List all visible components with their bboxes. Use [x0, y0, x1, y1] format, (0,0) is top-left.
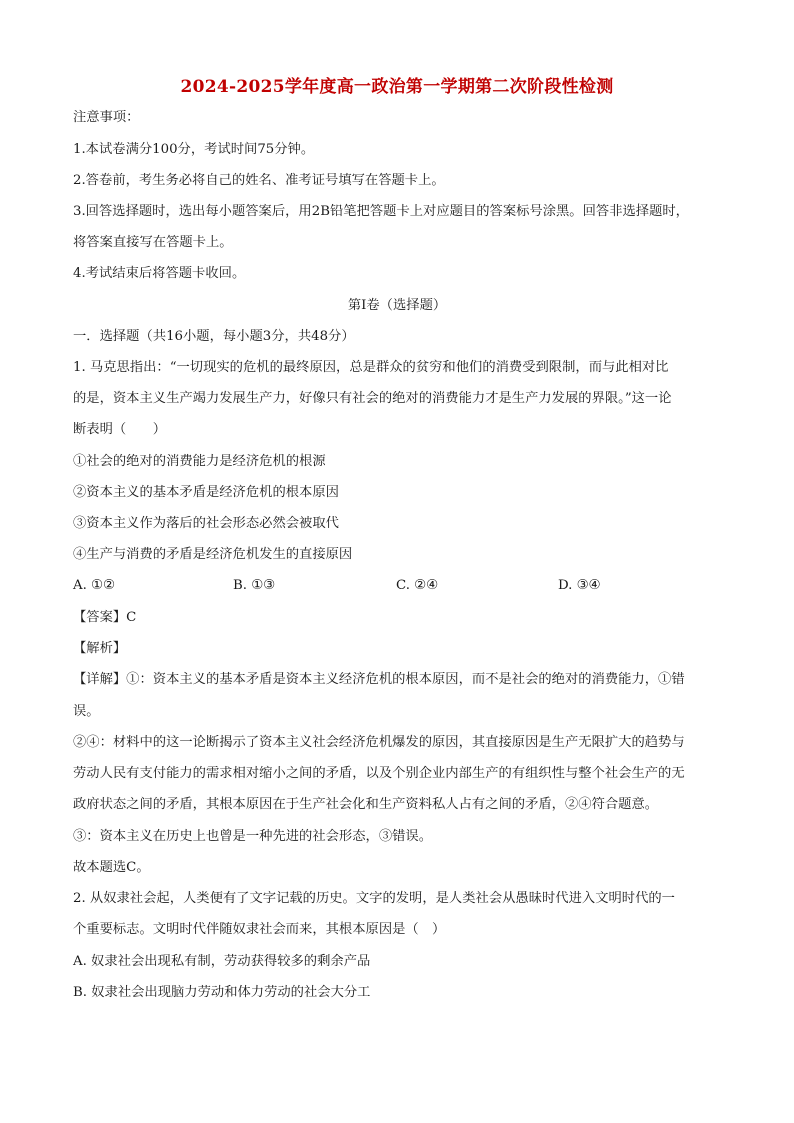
q1-option-d: D. ③④: [558, 578, 601, 593]
q1-statement: ③资本主义作为落后的社会形态必然会被取代: [73, 516, 339, 531]
page-title: 2024-2025学年度高一政治第一学期第二次阶段性检测: [180, 77, 614, 97]
q1-analysis-line: 政府状态之间的矛盾，其根本原因在于生产社会化和生产资料私人占有之间的矛盾，②④符合题意。: [73, 797, 659, 812]
notice-item: 2.答卷前，考生务必将自己的姓名、准考证号填写在答题卡上。: [73, 173, 445, 188]
q2-stem-line: 2. 从奴隶社会起，人类便有了文字记载的历史。文字的发明，是人类社会从愚昧时代进入文明时代的一: [73, 891, 675, 906]
q1-analysis-line: 【详解】①：资本主义的基本矛盾是资本主义经济危机的根本原因，而不是社会的绝对的消费能力，①错: [73, 672, 685, 687]
q2-option-a: A. 奴隶社会出现私有制，劳动获得较多的剩余产品: [73, 954, 371, 969]
q1-option-a: A. ①②: [73, 578, 115, 593]
q2-option-b: B. 奴隶社会出现脑力劳动和体力劳动的社会大分工: [73, 985, 371, 1000]
q1-option-b: B. ①③: [233, 578, 276, 593]
q1-analysis-label: 【解析】: [73, 641, 127, 656]
q1-analysis-line: ③：资本主义在历史上也曾是一种先进的社会形态，③错误。: [73, 829, 433, 844]
q1-option-c: C. ②④: [396, 578, 438, 593]
q1-stem-line: 的是，资本主义生产竭力发展生产力，好像只有社会的绝对的消费能力才是生产力发展的界限。”这一论: [73, 391, 672, 406]
notice-item: 3.回答选择题时，选出每小题答案后，用2B铅笔把答题卡上对应题目的答案标号涂黑。回答非选择题时，: [73, 204, 689, 219]
notice-item: 1.本试卷满分100分，考试时间75分钟。: [73, 142, 315, 157]
q2-stem-line: 个重要标志。文明时代伴随奴隶社会而来，其根本原因是（ ）: [73, 922, 446, 937]
q1-analysis-line: 故本题选C。: [73, 860, 150, 875]
volume-heading: 第Ⅰ卷（选择题）: [347, 298, 447, 313]
q1-answer: 【答案】C: [73, 610, 137, 625]
q1-stem-line: 断表明（ ）: [73, 422, 167, 437]
q1-analysis-line: 劳动人民有支付能力的需求相对缩小之间的矛盾，以及个别企业内部生产的有组织性与整个社会生产的无: [73, 766, 685, 781]
notice-item: 将答案直接写在答题卡上。: [73, 235, 233, 250]
q1-statement: ④生产与消费的矛盾是经济危机发生的直接原因: [73, 547, 353, 562]
q1-statement: ②资本主义的基本矛盾是经济危机的根本原因: [73, 485, 339, 500]
q1-analysis-line: 误。: [73, 704, 100, 719]
notice-heading: 注意事项：: [73, 110, 140, 125]
part-heading: 一．选择题（共16小题，每小题3分，共48分）: [73, 329, 355, 344]
q1-stem-line: 1. 马克思指出：“一切现实的危机的最终原因，总是群众的贫穷和他们的消费受到限制，而与此相对比: [73, 360, 669, 375]
q1-analysis-line: ②④：材料中的这一论断揭示了资本主义社会经济危机爆发的原因，其直接原因是生产无限扩大的趋势与: [73, 735, 685, 750]
q1-statement: ①社会的绝对的消费能力是经济危机的根源: [73, 454, 326, 469]
notice-item: 4.考试结束后将答题卡收回。: [73, 266, 246, 281]
